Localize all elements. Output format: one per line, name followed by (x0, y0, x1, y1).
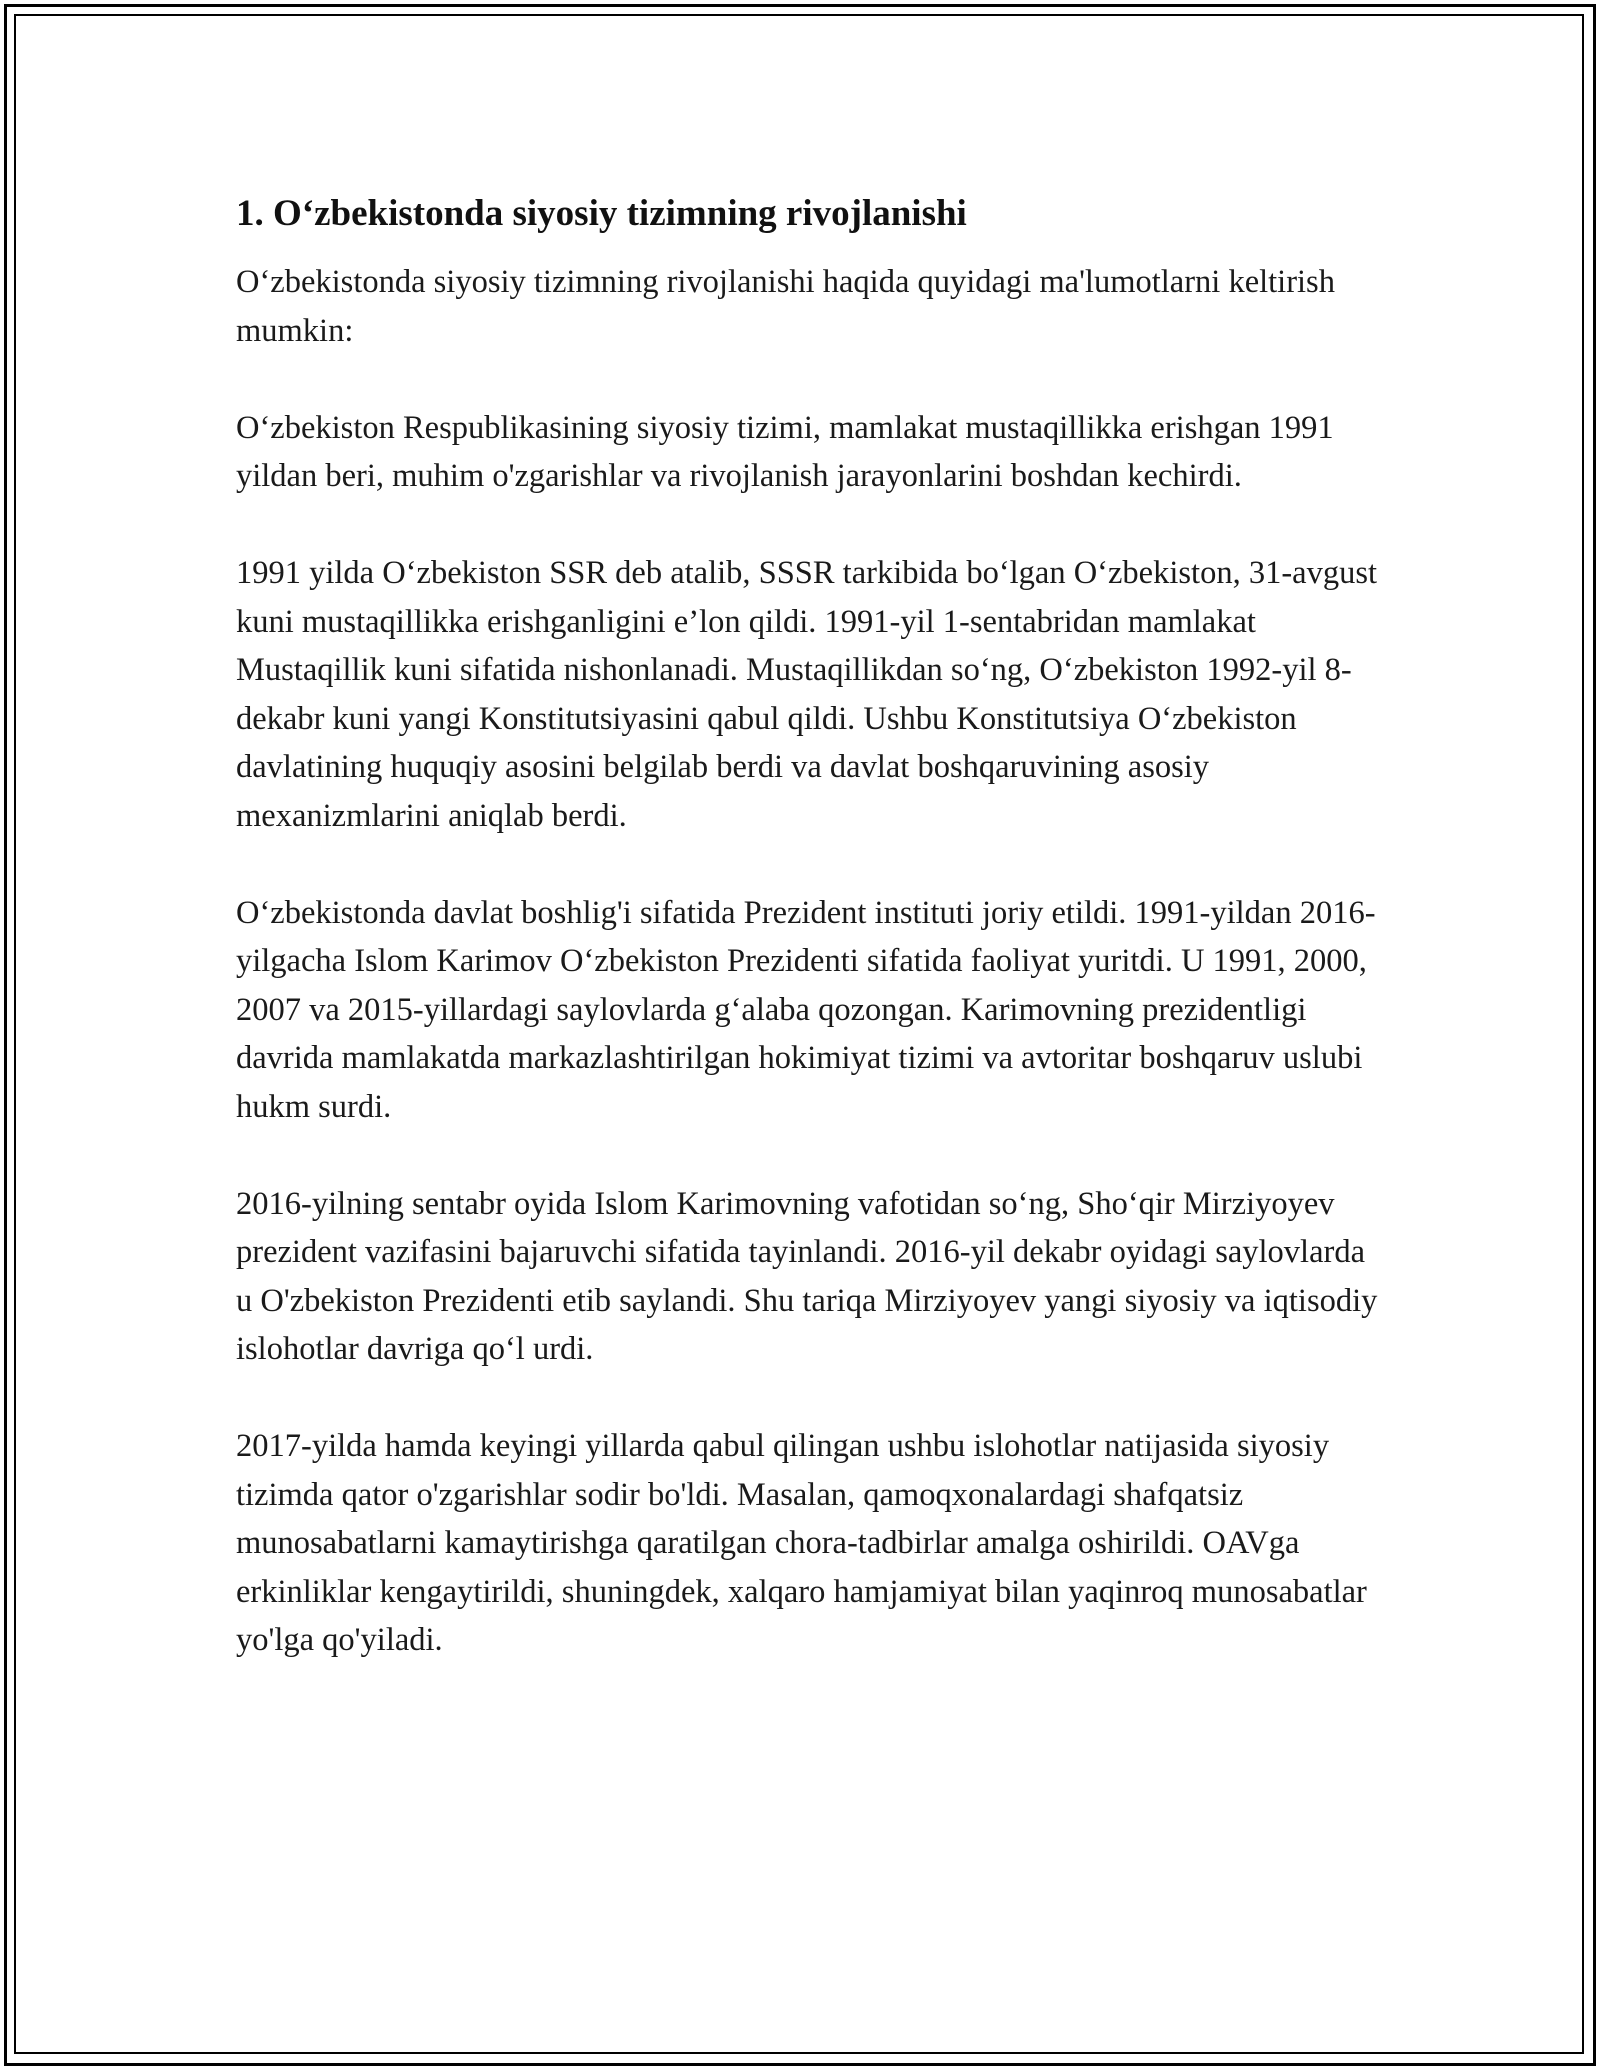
document-body (236, 186, 1386, 1665)
paragraph-president-institute: O‘zbekistonda davlat boshlig'i sifatida Prezident instituti joriy etildi. 1991-yildan 2016-yilgacha Islom Karimov O‘zbekiston Prezidenti sifatida faoliyat yuritdi. U 1991, 2000, 2007 va 2015-yillardagi saylovlarda g‘alaba qozongan. Karimovning prezidentligi davrida mamlakatda markazlashtirilgan hokimiyat tizimi va avtoritar boshqaruv uslubi hukm surdi. (236, 894, 1376, 1125)
paragraph-political-system: O‘zbekiston Respublikasining siyosiy tizimi, mamlakat mustaqillikka erishgan 1991 yildan beri, muhim o'zgarishlar va rivojlanish jarayonlarini boshdan kechirdi. (236, 409, 1334, 494)
paragraph-mirziyoyev: 2016-yilning sentabr oyida Islom Karimovning vafotidan so‘ng, Sho‘qir Mirziyoyev prezident vazifasini bajaruvchi sifatida tayinlandi. 2016-yil dekabr oyidagi saylovlarda u O'zbekiston Prezidenti etib saylandi. Shu tariqa Mirziyoyev yangi siyosiy va iqtisodiy islohotlar davriga qo‘l urdi. (236, 1185, 1378, 1367)
paragraph-independence: 1991 yilda O‘zbekiston SSR deb atalib, SSSR tarkibida bo‘lgan O‘zbekiston, 31-avgust kuni mustaqillikka erishganligini e’lon qildi. 1991-yil 1-sentabridan mamlakat Mustaqillik kuni sifatida nishonlanadi. Mustaqillikdan so‘ng, O‘zbekiston 1992-yil 8-dekabr kuni yangi Konstitutsiyasini qabul qildi. Ushbu Konstitutsiya O‘zbekiston davlatining huquqiy asosini belgilab berdi va davlat boshqaruvining asosiy mexanizmlarini aniqlab berdi. (236, 555, 1377, 834)
paragraph-intro: O‘zbekistonda siyosiy tizimning rivojlanishi haqida quyidagi ma'lumotlarni keltirish mumkin: (236, 264, 1335, 349)
section-title: 1. O‘zbekistonda siyosiy tizimning rivojlanishi (236, 193, 967, 234)
paragraph-reforms: 2017-yilda hamda keyingi yillarda qabul qilingan ushbu islohotlar natijasida siyosiy tizimda qator o'zgarishlar sodir bo'ldi. Masalan, qamoqxonalardagi shafqatsiz munosabatlarni kamaytirishga qaratilgan chora-tadbirlar amalga oshirildi. OAVga erkinliklar kengaytirildi, shuningdek, xalqaro hamjamiyat bilan yaqinroq munosabatlar yo'lga qo'yiladi. (236, 1428, 1367, 1658)
